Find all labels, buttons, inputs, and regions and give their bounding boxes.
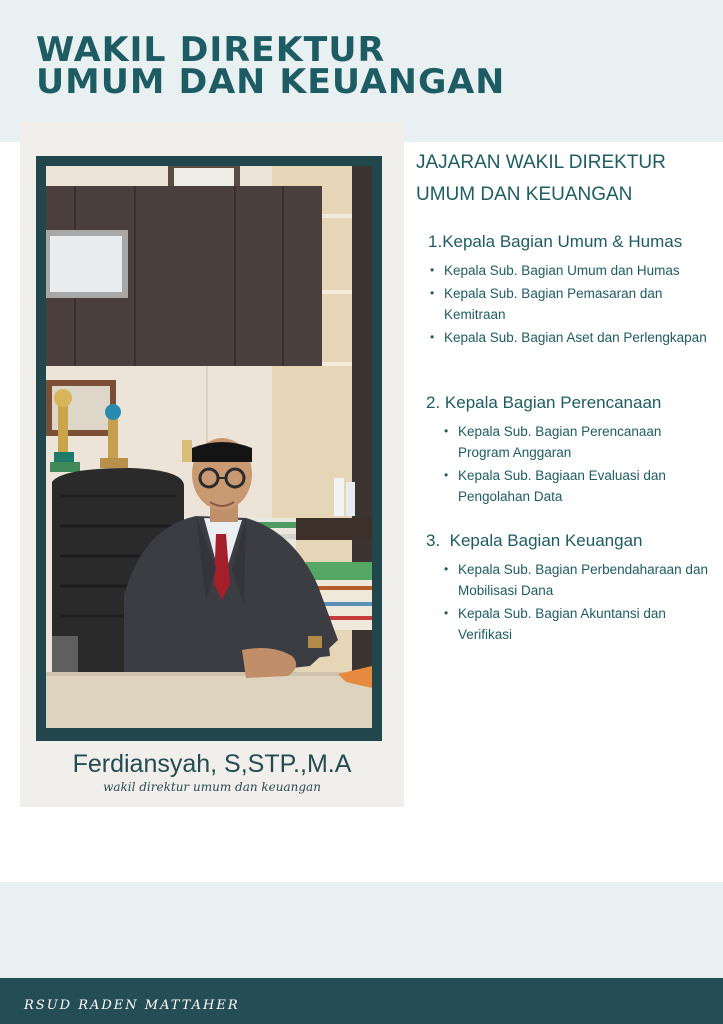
- org-section-keuangan: [426, 529, 716, 647]
- section-title: [428, 230, 720, 254]
- page-title: [36, 30, 506, 102]
- section-number: 2.: [426, 393, 441, 412]
- section-title-text: Kepala Bagian Umum & Humas: [442, 232, 683, 251]
- page-title-line-1: WAKIL DIREKTUR: [36, 30, 386, 70]
- org-heading: [416, 147, 716, 211]
- org-heading-line-2: UMUM DAN KEUANGAN: [416, 184, 633, 205]
- footer-text: RSUD RADEN MATTAHER: [24, 998, 240, 1013]
- section-title: [426, 391, 716, 415]
- bottom-band: [0, 882, 723, 978]
- sub-section-list: [428, 260, 720, 348]
- official-role: wakil direktur umum dan keuangan: [103, 780, 321, 794]
- sub-section-list: [426, 421, 716, 507]
- profile-photo: [46, 166, 372, 728]
- org-heading-line-1: JAJARAN WAKIL DIREKTUR: [416, 152, 666, 173]
- list-item: • Kepala Sub. Bagian Perbendaharaan dan Mobilisasi Dana: [442, 559, 716, 601]
- sub-section-list: [426, 559, 716, 645]
- section-title-text: Kepala Bagian Keuangan: [449, 531, 643, 550]
- section-title-text: Kepala Bagian Perencanaan: [444, 393, 662, 412]
- section-title: [426, 529, 716, 553]
- section-number: 3.: [426, 531, 441, 550]
- list-item: • Kepala Sub. Bagiaan Evaluasi dan Pengolahan Data: [442, 465, 716, 507]
- org-section-perencanaan: [426, 391, 716, 509]
- page-title-line-2: UMUM DAN KEUANGAN: [36, 62, 506, 102]
- list-item: • Kepala Sub. Bagian Umum dan Humas: [428, 260, 720, 281]
- list-item: • Kepala Sub. Bagian Pemasaran dan Kemitraan: [428, 283, 720, 325]
- official-portrait-illustration: [46, 166, 372, 728]
- section-number: 1.: [428, 232, 443, 251]
- list-item: • Kepala Sub. Bagian Akuntansi dan Verifikasi: [442, 603, 716, 645]
- official-name: Ferdiansyah, S,STP.,M.A: [72, 750, 352, 778]
- list-item: • Kepala Sub. Bagian Perencanaan Program Anggaran: [442, 421, 716, 463]
- org-section-umum-humas: [428, 230, 720, 350]
- list-item: • Kepala Sub. Bagian Aset dan Perlengkapan: [428, 327, 720, 348]
